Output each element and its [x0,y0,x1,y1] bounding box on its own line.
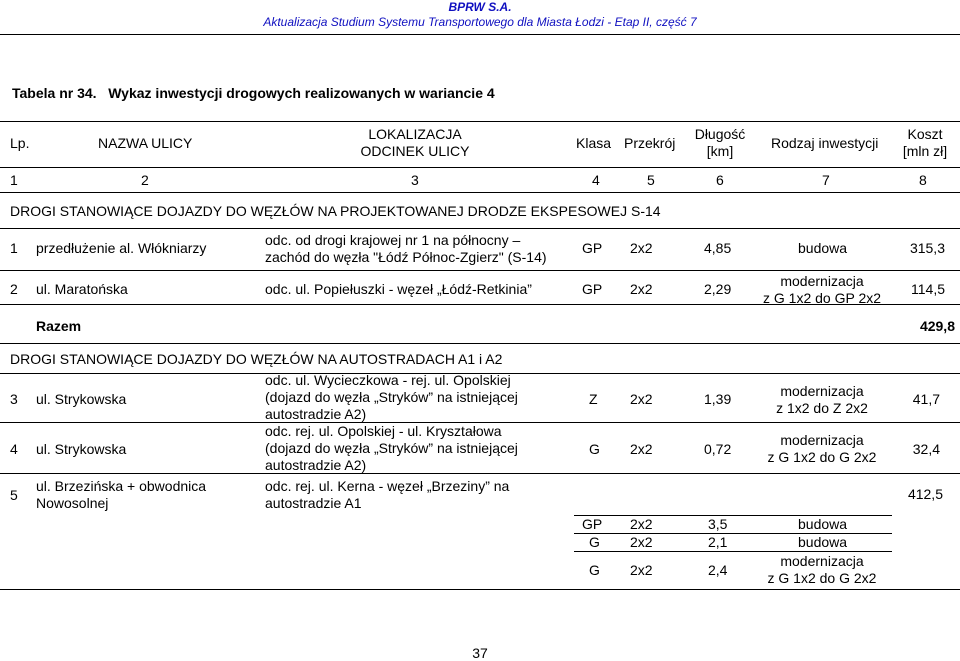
col-number: 6 [716,172,724,188]
page-number: 37 [472,645,488,661]
row-investment-type-detail: z 1x2 do Z 2x2 [776,400,868,416]
row-investment-type: modernizacja [780,383,864,399]
row-segment: zachód do węzła "Łódź Północ-Zgierz" (S-14) [265,249,547,265]
row-class: Z [589,391,598,407]
table-rule [0,343,960,344]
col-number: 8 [919,172,927,188]
col-header-lp: Lp. [10,135,30,151]
row-lp: 5 [10,487,18,503]
col-header-location: LOKALIZACJA [368,126,462,142]
row-lp: 4 [10,441,18,457]
row-investment-type-detail: z G 1x2 do GP 2x2 [762,290,882,306]
subrow-investment-type: budowa [798,534,848,550]
row-street-name: ul. Maratońska [36,281,128,297]
row-investment-type: modernizacja [780,273,864,289]
sum-value: 429,8 [919,318,955,334]
row-cost: 32,4 [912,441,940,457]
col-header-cost-unit: [mln zł] [902,143,948,159]
subrow-length: 2,1 [708,534,728,550]
col-number: 2 [141,172,149,188]
row-segment: autostradzie A2) [265,457,367,473]
subrow-investment-type: modernizacja [780,553,864,569]
row-investment-type: budowa [798,240,848,256]
row-class: GP [582,281,603,297]
row-length: 0,72 [704,441,732,457]
row-street-name: ul. Brzezińska + obwodnica [36,478,207,494]
col-number: 7 [822,172,830,188]
row-segment: odc. ul. Wycieczkowa - rej. ul. Opolskiej [265,372,511,388]
col-header-segment: ODCINEK ULICY [360,143,470,159]
row-class: GP [582,240,603,256]
row-segment: odc. ul. Popiełuszki - węzeł „Łódź-Retkinia” [265,281,532,297]
row-cross-section: 2x2 [630,391,653,407]
row-length: 2,29 [704,281,732,297]
row-investment-type-detail: z G 1x2 do G 2x2 [767,449,877,465]
subrow-length: 3,5 [708,516,728,532]
row-segment: odc. rej. ul. Kerna - węzeł „Brzeziny” na [265,478,510,494]
row-segment: (dojazd do węzła „Stryków” na istniejącej [265,389,518,405]
subrow-class: G [589,534,600,550]
subrow-investment-type: budowa [798,516,848,532]
table-rule [0,473,960,474]
col-number: 1 [10,172,18,188]
section-title: DROGI STANOWIĄCE DOJAZDY DO WĘZŁÓW NA PROJEKTOWANEJ DRODZE EKSPESOWEJ S-14 [10,203,661,219]
company-name: BPRW S.A. [448,0,512,14]
row-length: 4,85 [704,240,732,256]
section-title: DROGI STANOWIĄCE DOJAZDY DO WĘZŁÓW NA AUTOSTRADACH A1 i A2 [10,351,503,367]
row-street-name: przedłużenie al. Włókniarzy [36,240,207,256]
col-header-length-unit: [km] [706,143,734,159]
row-cross-section: 2x2 [630,441,653,457]
row-segment: (dojazd do węzła „Stryków” na istniejącej [265,440,518,456]
col-number: 5 [647,172,655,188]
row-class: G [589,441,600,457]
table-rule [574,551,892,552]
row-segment: autostradzie A2) [265,406,367,422]
row-street-name: ul. Strykowska [36,441,127,457]
col-number: 3 [411,172,419,188]
row-cost: 412,5 [907,486,943,502]
row-segment: odc. od drogi krajowej nr 1 na północny – [265,232,521,248]
row-cost: 114,5 [911,281,945,297]
subrow-cross-section: 2x2 [630,562,653,578]
subrow-length: 2,4 [708,562,728,578]
col-header-investment-type: Rodzaj inwestycji [771,135,879,151]
subrow-cross-section: 2x2 [630,534,653,550]
table-rule [0,270,960,271]
col-header-length: Długość [694,126,746,142]
table-rule [0,228,960,229]
col-number: 4 [592,172,600,188]
col-header-cross-section: Przekrój [624,135,676,151]
table-rule [0,589,960,590]
row-lp: 2 [10,281,18,297]
row-segment: odc. rej. ul. Opolskiej - ul. Kryształowa [265,423,502,439]
row-length: 1,39 [704,391,732,407]
row-street-name: Nowosolnej [36,495,109,511]
header-rule [0,34,960,35]
row-cost: 315,3 [909,240,945,256]
table-rule [0,167,960,168]
subrow-investment-type-detail: z G 1x2 do G 2x2 [767,570,877,586]
row-cross-section: 2x2 [630,281,653,297]
table-rule [0,121,960,122]
subrow-class: G [589,562,600,578]
row-cost: 41,7 [912,391,940,407]
table-caption: Tabela nr 34. Wykaz inwestycji drogowych realizowanych w wariancie 4 [12,85,495,101]
row-lp: 3 [10,391,18,407]
row-investment-type: modernizacja [780,432,864,448]
row-segment: autostradzie A1 [265,495,362,511]
col-header-cost: Koszt [907,126,943,142]
subrow-class: GP [582,516,603,532]
col-header-name: NAZWA ULICY [98,135,193,151]
document-title: Aktualizacja Studium Systemu Transportowego dla Miasta Łodzi - Etap II, część 7 [263,15,697,29]
row-lp: 1 [10,240,18,256]
col-header-class: Klasa [576,135,612,151]
sum-label: Razem [36,318,82,334]
row-street-name: ul. Strykowska [36,391,127,407]
row-cross-section: 2x2 [630,240,653,256]
table-rule [0,192,960,193]
subrow-cross-section: 2x2 [630,516,653,532]
